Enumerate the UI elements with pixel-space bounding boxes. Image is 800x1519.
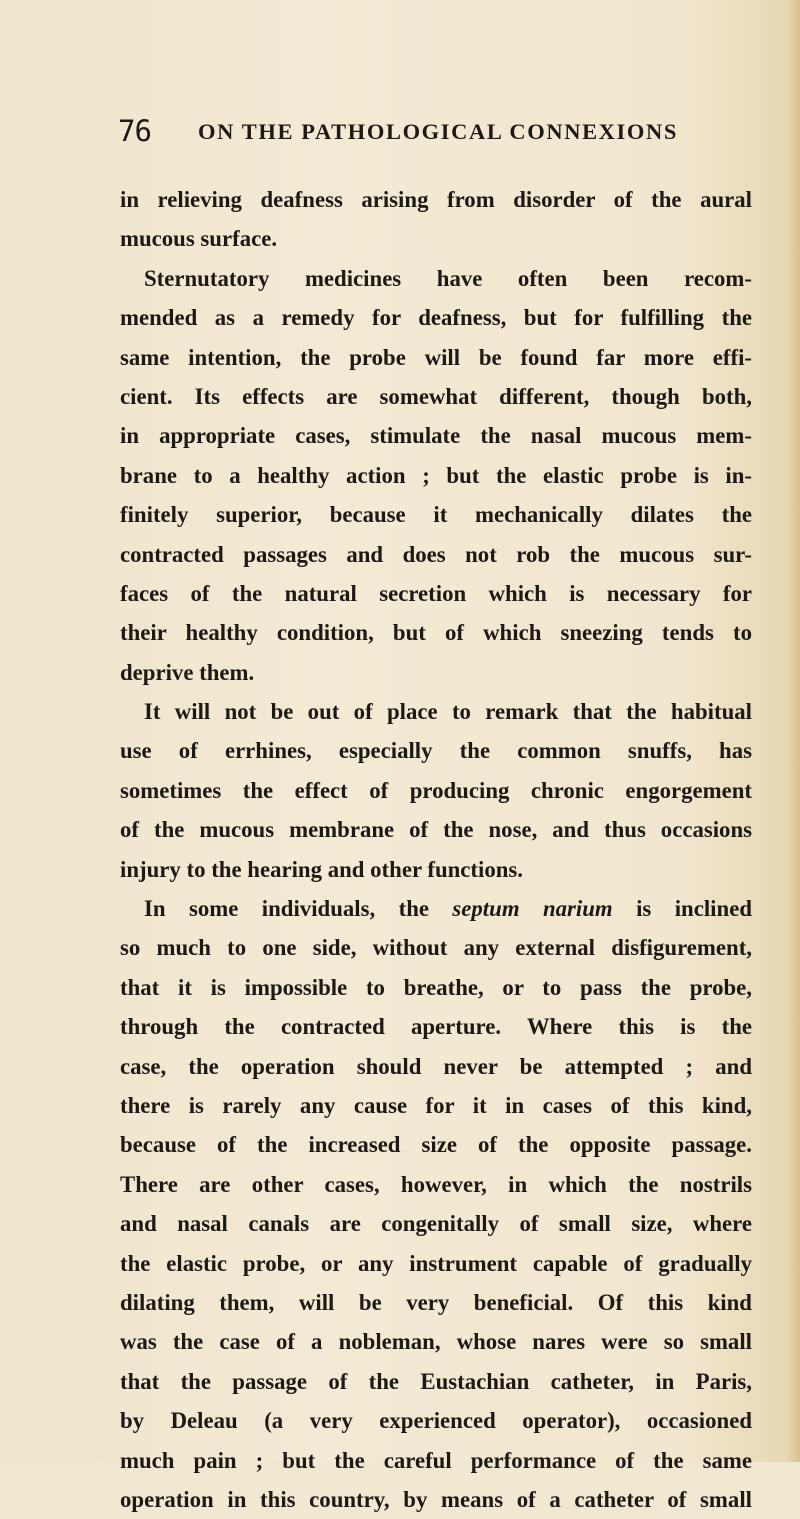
- running-head: ON THE PATHOLOGICAL CONNEXIONS: [198, 119, 678, 144]
- text-line: cient. Its effects are somewhat different, though both,: [120, 383, 752, 409]
- page-number: 76: [118, 114, 151, 148]
- text-line: operation in this country, by means of a catheter of small: [120, 1486, 752, 1512]
- text-line: brane to a healthy action ; but the elastic probe is in-: [120, 462, 752, 488]
- text-line: finitely superior, because it mechanically dilates the: [120, 502, 752, 528]
- text-line: so much to one side, without any external disfigurement,: [120, 935, 752, 961]
- page-edge-shadow: [786, 0, 800, 1462]
- text-line: in appropriate cases, stimulate the nasal mucous mem-: [120, 423, 752, 449]
- text-line: there is rarely any cause for it in cases of this kind,: [120, 1092, 752, 1118]
- text-line: by Deleau (a very experienced operator), occasioned: [120, 1408, 752, 1434]
- text-line: the elastic probe, or any instrument capable of gradually: [120, 1250, 752, 1276]
- paragraph-start-line: It will not be out of place to remark that the habitual: [144, 699, 752, 725]
- text-line: that it is impossible to breathe, or to pass the probe,: [120, 974, 752, 1000]
- text-line: because of the increased size of the opposite passage.: [120, 1132, 752, 1158]
- text-line: through the contracted aperture. Where this is the: [120, 1014, 752, 1040]
- text-line: mucous surface.: [120, 226, 278, 252]
- text-line: that the passage of the Eustachian catheter, in Paris,: [120, 1368, 752, 1394]
- text-line: case, the operation should never be attempted ; and: [120, 1053, 752, 1079]
- text-line: There are other cases, however, in which the nostrils: [120, 1171, 752, 1197]
- page-header: [118, 112, 758, 154]
- text-line: use of errhines, especially the common snuffs, has: [120, 738, 752, 764]
- text-line: contracted passages and does not rob the mucous sur-: [120, 541, 752, 567]
- text-line: faces of the natural secretion which is necessary for: [120, 580, 752, 606]
- text-line: deprive them.: [120, 659, 255, 685]
- text-line: same intention, the probe will be found far more effi-: [120, 344, 752, 370]
- text-line: and nasal canals are congenitally of small size, where: [120, 1211, 752, 1237]
- text-line: much pain ; but the careful performance of the same: [120, 1447, 752, 1473]
- paragraph-start-line: In some individuals, the septum narium is inclined: [144, 896, 752, 922]
- text-line: in relieving deafness arising from disorder of the aural: [120, 187, 752, 212]
- text-line: of the mucous membrane of the nose, and thus occasions: [120, 817, 752, 843]
- text-line: mended as a remedy for deafness, but for fulfilling the: [120, 305, 752, 331]
- italic-term: septum narium: [452, 896, 613, 922]
- paragraph-start-line: Sternutatory medicines have often been recom-: [144, 265, 752, 291]
- body-text: [120, 180, 752, 1519]
- text-line: sometimes the effect of producing chronic engorgement: [120, 777, 752, 803]
- text-line: injury to the hearing and other functions.: [120, 856, 523, 882]
- text-line: their healthy condition, but of which sneezing tends to: [120, 620, 752, 646]
- text-line: dilating them, will be very beneficial. Of this kind: [120, 1289, 752, 1315]
- text-line: was the case of a nobleman, whose nares were so small: [120, 1329, 752, 1355]
